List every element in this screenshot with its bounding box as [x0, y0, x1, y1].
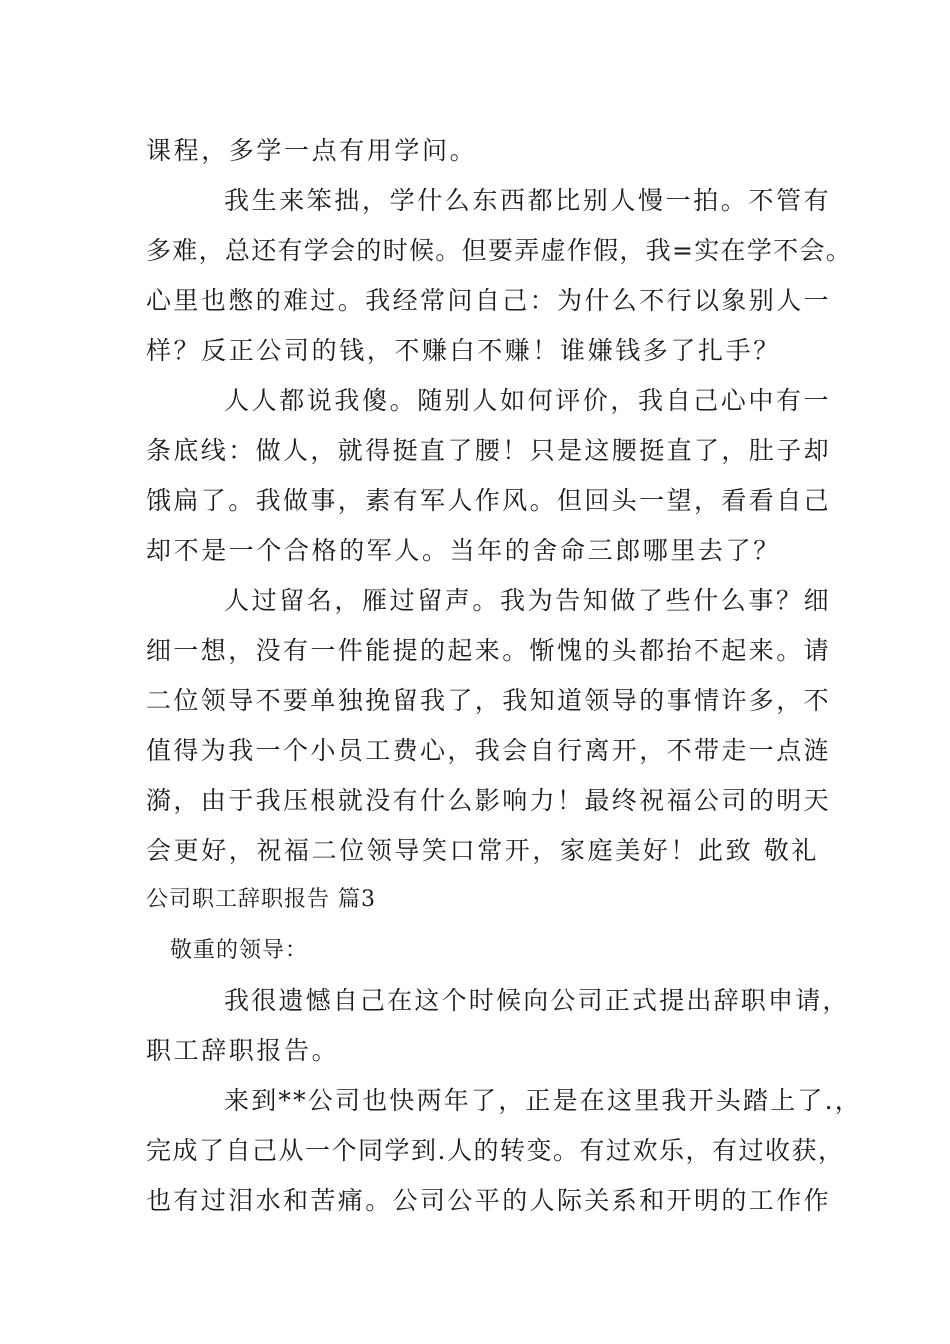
text-line: 值得为我一个小员工费心，我会自行离开，不带走一点涟	[146, 736, 832, 765]
text-line: 细一想，没有一件能提的起来。惭愧的头都抬不起来。请	[146, 636, 832, 665]
text-line: 饿扁了。我做事，素有军人作风。但回头一望，看看自己	[146, 486, 832, 515]
text-line: 完成了自己从一个同学到.人的转变。有过欢乐，有过收获，	[146, 1136, 845, 1165]
paragraph-first-line: 人人都说我傻。随别人如何评价，我自己心中有一	[224, 386, 832, 415]
text-line: 会更好，祝福二位领导笑口常开，家庭美好！此致 敬礼	[146, 836, 819, 865]
text-line: 却不是一个合格的军人。当年的舍命三郎哪里去了？	[146, 536, 781, 565]
section-title: 公司职工辞职报告 篇3	[146, 887, 376, 912]
text-line: 课程，多学一点有用学问。	[146, 136, 478, 165]
text-line: 二位领导不要单独挽留我了，我知道领导的事情许多，不	[146, 686, 832, 715]
paragraph-first-line: 人过留名，雁过留声。我为告知做了些什么事？细	[224, 586, 832, 615]
text-line: 漪，由于我压根就没有什么影响力！最终祝福公司的明天	[146, 786, 832, 815]
text-line: 条底线：做人，就得挺直了腰！只是这腰挺直了，肚子却	[146, 436, 832, 465]
paragraph-first-line: 我很遗憾自己在这个时候向公司正式提出辞职申请，	[224, 986, 850, 1015]
paragraph-first-line: 我生来笨拙，学什么东西都比别人慢一拍。不管有	[224, 186, 832, 215]
text-line: 职工辞职报告。	[146, 1036, 340, 1065]
paragraph-first-line: 来到**公司也快两年了，正是在这里我开头踏上了.，	[224, 1086, 862, 1115]
text-line: 样？反正公司的钱，不赚白不赚！谁嫌钱多了扎手？	[146, 336, 781, 365]
salutation: 敬重的领导：	[170, 938, 309, 963]
text-line: 多难，总还有学会的时候。但要弄虚作假，我=实在学不会。	[146, 236, 853, 265]
text-line: 也有过泪水和苦痛。公司公平的人际关系和开明的工作作	[146, 1186, 832, 1215]
text-line: 心里也憋的难过。我经常问自己：为什么不行以象别人一	[146, 286, 832, 315]
